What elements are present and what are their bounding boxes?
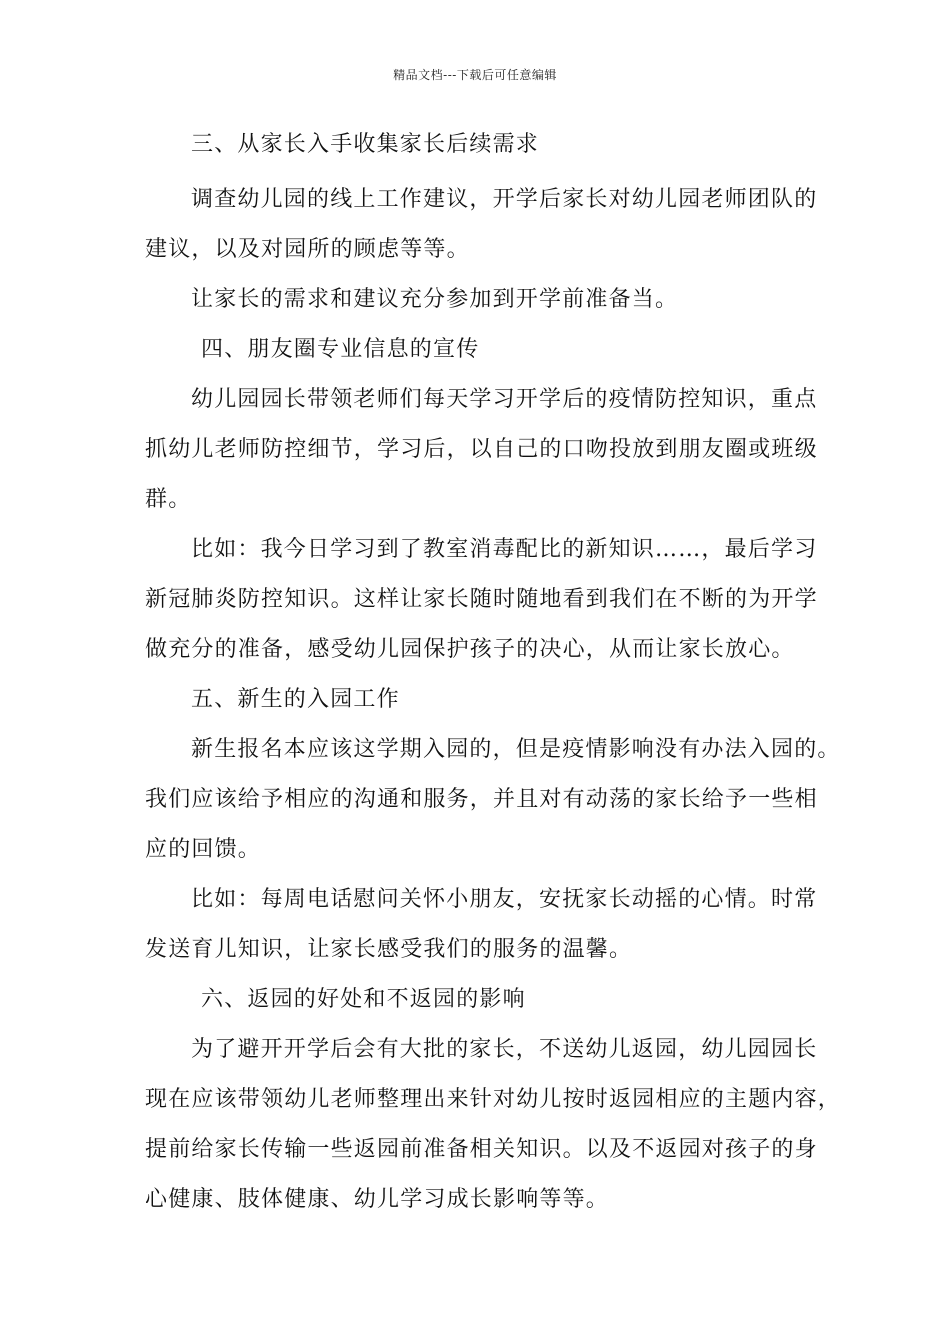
paragraph-line: 应的回馈。 [145, 837, 262, 862]
paragraph-line: 心健康、肢体健康、幼儿学习成长影响等等。 [145, 1187, 610, 1212]
section-heading-5: 五、新生的入园工作 [191, 687, 400, 712]
paragraph-line: 现在应该带领幼儿老师整理出来针对幼儿按时返园相应的主题内容， [145, 1087, 842, 1112]
paragraph-line: 比如：我今日学习到了教室消毒配比的新知识……，最后学习 [191, 537, 818, 562]
paragraph-line: 提前给家长传输一些返园前准备相关知识。以及不返园对孩子的身 [145, 1137, 818, 1162]
paragraph-line: 新生报名本应该这学期入园的，但是疫情影响没有办法入园的。 [191, 737, 841, 762]
paragraph-line: 发送育儿知识，让家长感受我们的服务的温馨。 [145, 937, 633, 962]
paragraph-line: 调查幼儿园的线上工作建议，开学后家长对幼儿园老师团队的 [191, 187, 818, 212]
section-heading-6: 六、返园的好处和不返园的影响 [201, 987, 526, 1012]
paragraph-line: 新冠肺炎防控知识。这样让家长随时随地看到我们在不断的为开学 [145, 587, 818, 612]
paragraph-line: 我们应该给予相应的沟通和服务，并且对有动荡的家长给予一些相 [145, 787, 818, 812]
paragraph-line: 建议，以及对园所的顾虑等等。 [145, 237, 470, 262]
page-header: 精品文档---下载后可任意编辑 [393, 68, 557, 82]
paragraph-line: 比如：每周电话慰问关怀小朋友，安抚家长动摇的心情。时常 [191, 887, 818, 912]
section-heading-4: 四、朋友圈专业信息的宣传 [201, 337, 480, 362]
paragraph-line: 抓幼儿老师防控细节，学习后，以自己的口吻投放到朋友圈或班级 [145, 437, 818, 462]
paragraph-line: 让家长的需求和建议充分参加到开学前准备当。 [191, 287, 679, 312]
paragraph-line: 幼儿园园长带领老师们每天学习开学后的疫情防控知识，重点 [191, 387, 818, 412]
paragraph-line: 为了避开开学后会有大批的家长，不送幼儿返园，幼儿园园长 [191, 1037, 818, 1062]
section-heading-3: 三、从家长入手收集家长后续需求 [191, 132, 540, 157]
paragraph-line: 群。 [145, 487, 192, 512]
paragraph-line: 做充分的准备，感受幼儿园保护孩子的决心，从而让家长放心。 [145, 637, 795, 662]
